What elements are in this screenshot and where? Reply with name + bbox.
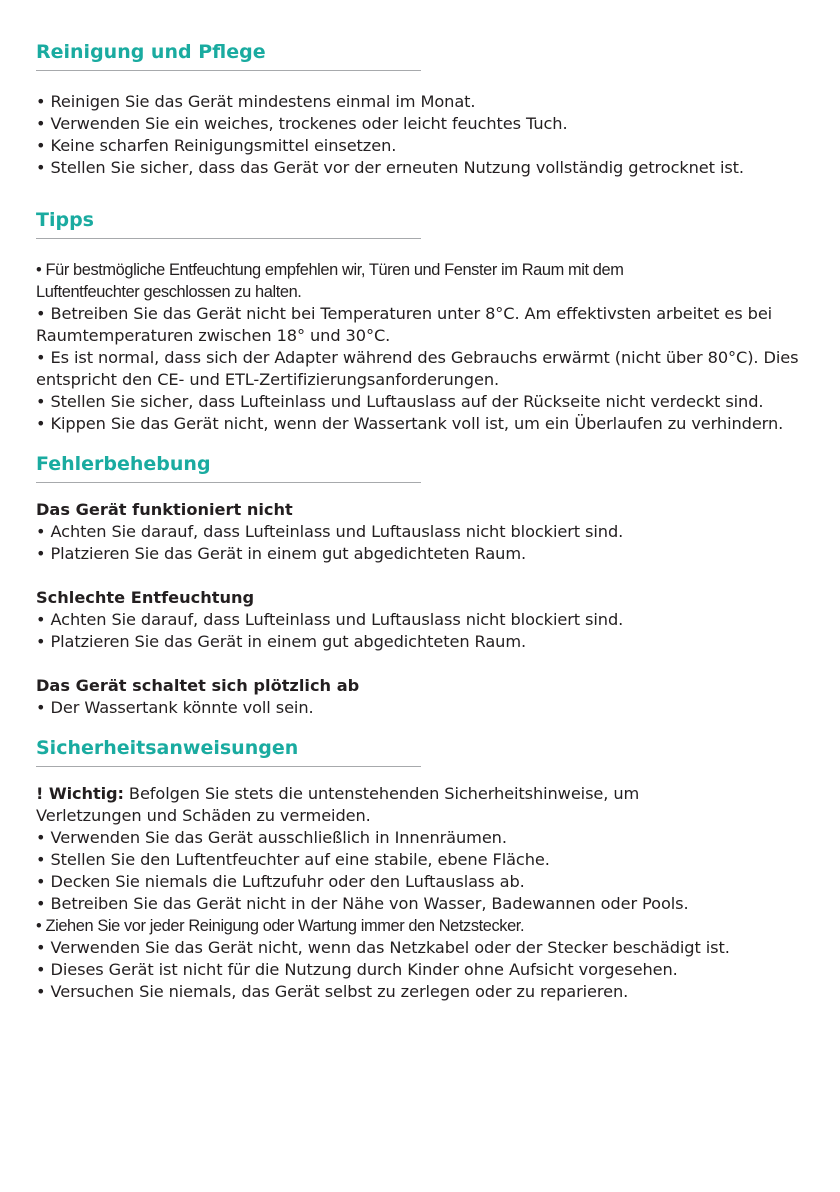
troubleshooting-group [36,587,816,653]
list-item: • Für bestmögliche Entfeuchtung empfehlen wir, Türen und Fenster im Raum mit dem [36,261,624,279]
list-item: • Stellen Sie sicher, dass Lufteinlass und Luftauslass auf der Rückseite nicht verdeckt sind. [36,392,764,411]
list-item: • Achten Sie darauf, dass Lufteinlass und Luftauslass nicht blockiert sind. [36,610,624,629]
important-text: Befolgen Sie stets die untenstehenden Sicherheitshinweise, um [123,784,640,803]
section-title-tips: Tipps [36,209,94,231]
section-safety [36,736,816,1003]
list-item: • Kippen Sie das Gerät nicht, wenn der Wassertank voll ist, um ein Überlaufen zu verhindern. [36,414,784,433]
list-item: • Betreiben Sie das Gerät nicht in der Nähe von Wasser, Badewannen oder Pools. [36,894,689,913]
important-note-continuation: Verletzungen und Schäden zu vermeiden. [36,806,371,825]
tips-list [36,259,816,435]
list-item: • Ziehen Sie vor jeder Reinigung oder Wartung immer den Netzstecker. [36,917,525,935]
section-troubleshooting [36,452,816,719]
list-item: • Der Wassertank könnte voll sein. [36,698,314,717]
list-item: • Verwenden Sie ein weiches, trockenes oder leicht feuchtes Tuch. [36,114,568,133]
problem-title: Das Gerät schaltet sich plötzlich ab [36,676,360,695]
safety-list [36,827,816,1003]
list-item-continuation: Raumtemperaturen zwischen 18° und 30°C. [36,326,391,345]
section-title-safety: Sicherheitsanweisungen [36,737,299,759]
list-item: • Stellen Sie den Luftentfeuchter auf eine stabile, ebene Fläche. [36,850,550,869]
section-title-troubleshooting: Fehlerbehebung [36,453,211,475]
important-label: ! Wichtig: [36,784,124,803]
list-item: • Verwenden Sie das Gerät ausschließlich in Innenräumen. [36,828,507,847]
problem-title: Das Gerät funktioniert nicht [36,500,293,519]
troubleshooting-group [36,675,816,719]
list-item: • Decken Sie niemals die Luftzufuhr oder den Luftauslass ab. [36,872,525,891]
list-item: • Achten Sie darauf, dass Lufteinlass und Luftauslass nicht blockiert sind. [36,522,624,541]
list-item: • Verwenden Sie das Gerät nicht, wenn das Netzkabel oder der Stecker beschädigt ist. [36,938,730,957]
list-item: • Versuchen Sie niemals, das Gerät selbst zu zerlegen oder zu reparieren. [36,982,629,1001]
list-item: • Dieses Gerät ist nicht für die Nutzung durch Kinder ohne Aufsicht vorgesehen. [36,960,678,979]
list-item: • Keine scharfen Reinigungsmittel einsetzen. [36,136,397,155]
section-tips [36,208,816,435]
list-item: • Reinigen Sie das Gerät mindestens einmal im Monat. [36,92,476,111]
list-item: • Betreiben Sie das Gerät nicht bei Temperaturen unter 8°C. Am effektivsten arbeitet es bei [36,304,773,323]
problem-title: Schlechte Entfeuchtung [36,588,255,607]
section-title-cleaning: Reinigung und Pflege [36,41,266,63]
list-item-continuation: entspricht den CE- und ETL-Zertifizierungsanforderungen. [36,370,500,389]
list-item: • Platzieren Sie das Gerät in einem gut abgedichteten Raum. [36,544,527,563]
cleaning-list [36,91,816,179]
list-item: • Es ist normal, dass sich der Adapter während des Gebrauchs erwärmt (nicht über 80°C). Dies [36,348,799,367]
troubleshooting-group [36,499,816,565]
list-item-continuation: Luftentfeuchter geschlossen zu halten. [36,283,302,301]
list-item: • Stellen Sie sicher, dass das Gerät vor der erneuten Nutzung vollständig getrocknet ist. [36,158,744,177]
important-note [36,783,816,805]
section-cleaning [36,40,816,179]
list-item: • Platzieren Sie das Gerät in einem gut abgedichteten Raum. [36,632,527,651]
